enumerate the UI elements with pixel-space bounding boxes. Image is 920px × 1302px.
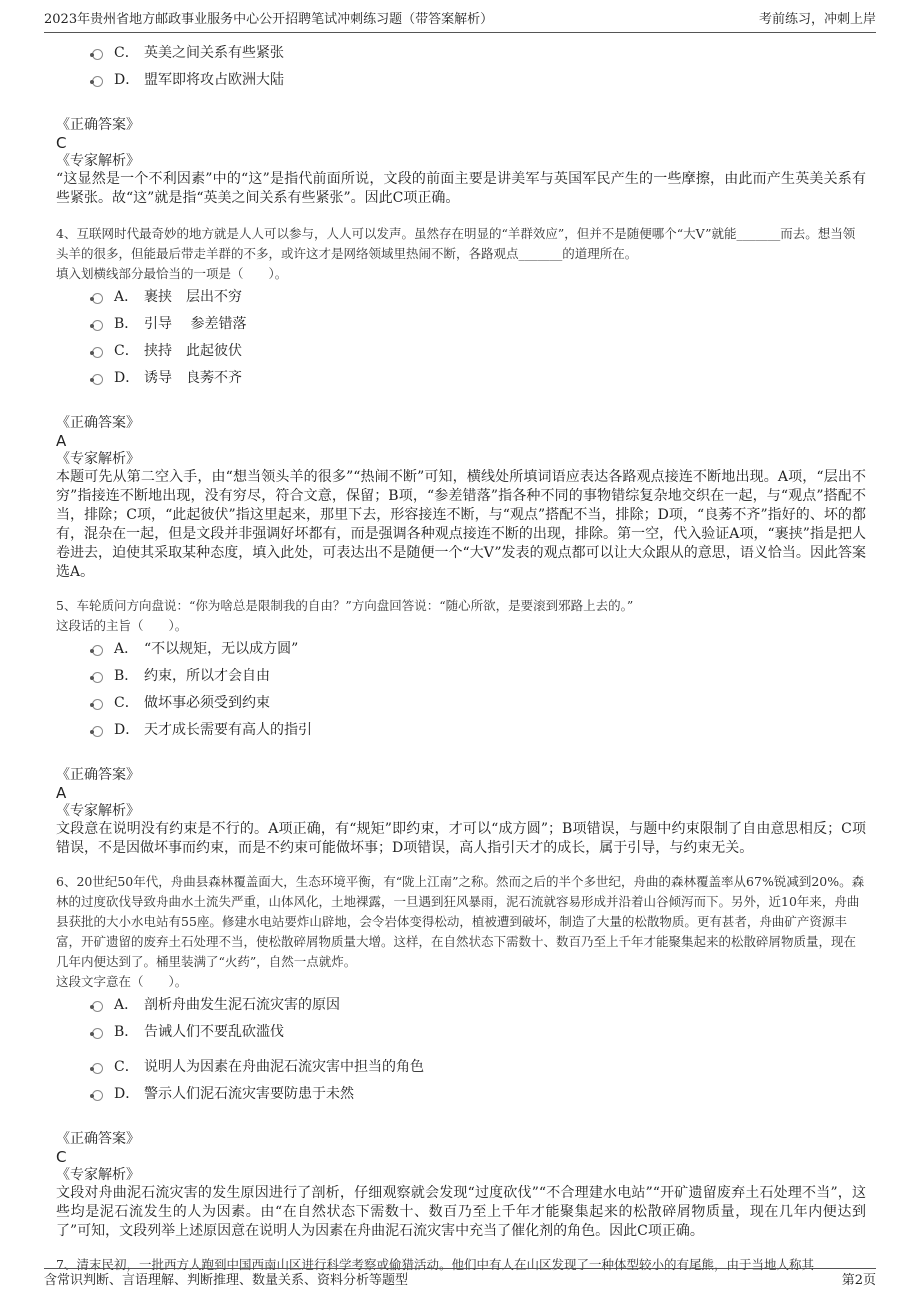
question-stem: 6、20世纪50年代，舟曲县森林覆盖面大，生态环境平衡，有“陇上江南”之称。然而之后的半个多世纪，舟曲的森林覆盖率从67%锐减到20%。森林的过度砍伐导致舟曲水土流失严重，山体风化，土地裸露，一旦遇到狂风暴雨，泥石流就容易形成并沿着山谷倾泻而下。另外，近10年来，舟曲县获批的大小水电站有55座。修建水电站要炸山辟地，会令岩体变得松动，植被遭到破坏，制造了大量的松散物质。更有甚者，舟曲矿产资源丰富，开矿遗留的废弃土石处理不当，使松散碎屑物质量大增。这样，在自然状态下需数十、数百乃至上千年才能聚集起来的松散碎屑物质量，现在几年内便达到了。桶里装满了“火药”，自然一点就炸。 (56, 874, 865, 969)
option-a[interactable]: A． “不以规矩，无以成方圆” (92, 636, 866, 663)
option-d[interactable]: D． 警示人们泥石流灾害要防患于未然 (92, 1081, 866, 1108)
option-c[interactable]: C． 挟持 此起彼伏 (92, 338, 866, 365)
option-d[interactable]: D． 盟军即将攻占欧洲大陆 (92, 67, 866, 94)
analysis-text: 本题可先从第二空入手，由“想当领头羊的很多”“热闹不断”可知，横线处所填词语应表达各路观点接连不断地出现。A项，“层出不穷”指接连不断地出现，没有穷尽，符合文意，保留；B项，“参差错落”指各种不同的事物错综复杂地交织在一起，与“观点”搭配不当，排除；C项，“此起彼伏”指这里起来，那里下去，形容接连不断，与“观点”搭配不当，排除；D项，“良莠不齐”指好的、坏的都有，混杂在一起，但是文段并非强调好坏都有，而是强调各种观点接连不断的出现，排除。第一空，代入验证A项，“裹挟”指是把人卷进去，迫使其采取某种态度，填入此处，可表达出不是随便一个“大V”发表的观点都可以让大众跟从的意思，语义恰当。因此答案选A。 (56, 469, 866, 580)
answer-label: 《正确答案》 (56, 117, 140, 133)
option-a[interactable]: A． 裹挟 层出不穷 (92, 284, 866, 311)
radio-icon[interactable] (92, 1090, 103, 1101)
analysis-text: “这显然是一个不利因素”中的“这”是指代前面所说，文段的前面主要是讲美军与英国军民产生的一些摩擦，由此而产生英美关系有些紧张。故“这”就是指“英美之间关系有些紧张”。因此C项正确。 (56, 171, 866, 206)
question-3 (56, 40, 866, 208)
question-6 (56, 872, 866, 1241)
option-a[interactable]: A． 剖析舟曲发生泥石流灾害的原因 (92, 992, 866, 1019)
option-d[interactable]: D． 诱导 良莠不齐 (92, 365, 866, 392)
question-prompt: 这段文字意在（ ）。 (56, 974, 188, 989)
radio-icon[interactable] (92, 76, 103, 87)
radio-icon[interactable] (92, 347, 103, 358)
header-slogan: 考前练习，冲刺上岸 (758, 12, 876, 27)
analysis-label: 《专家解析》 (56, 153, 140, 169)
answer-value: C (56, 1148, 67, 1166)
analysis-text: 文段对舟曲泥石流灾害的发生原因进行了剖析，仔细观察就会发现“过度砍伐”“不合理建水电站”“开矿遗留废弃土石处理不当”，这些均是泥石流发生的人为因素。由“在自然状态下需数十、数百乃至上千年才能聚集起来的松散碎屑物质量，现在几年内便达到了”可知，文段列举上述原因意在说明人为因素在舟曲泥石流灾害中充当了催化剂的角色。因此C项正确。 (56, 1185, 866, 1239)
option-b[interactable]: B． 约束，所以才会自由 (92, 663, 866, 690)
answer-value: A (56, 784, 67, 802)
page-footer (44, 1268, 876, 1293)
radio-icon[interactable] (92, 672, 103, 683)
analysis-label: 《专家解析》 (56, 803, 140, 819)
answer-value: A (56, 432, 67, 450)
radio-icon[interactable] (92, 320, 103, 331)
question-5 (56, 596, 866, 858)
analysis-label: 《专家解析》 (56, 451, 140, 467)
question-stem: 7、清末民初，一批西方人跑到中国西南山区进行科学考察或偷猎活动。他们中有人在山区发现了一种体型较小的有尾熊，由于当地人称其 (56, 1257, 814, 1272)
question-prompt: 这段话的主旨（ ）。 (56, 618, 188, 633)
option-d[interactable]: D． 天才成长需要有高人的指引 (92, 717, 866, 744)
option-c[interactable]: C． 说明人为因素在舟曲泥石流灾害中担当的角色 (92, 1054, 866, 1081)
footer-note: 含常识判断、言语理解、判断推理、数量关系、资料分析等题型 (44, 1273, 409, 1288)
page-number: 第2页 (841, 1273, 876, 1288)
answer-value: C (56, 134, 67, 152)
radio-icon[interactable] (92, 49, 103, 60)
answer-label: 《正确答案》 (56, 415, 140, 431)
answer-label: 《正确答案》 (56, 767, 140, 783)
radio-icon[interactable] (92, 374, 103, 385)
question-stem: 4、互联网时代最奇妙的地方就是人人可以参与，人人可以发声。虽然存在明显的“羊群效应”，但并不是随便哪个“大V”就能_______而去。想当领头羊的很多，但能最后带走羊群的不多，或许这才是网络领域里热闹不断，各路观点_______的道理所在。 (56, 226, 856, 261)
page-header (44, 10, 876, 33)
option-b[interactable]: B． 告诫人们不要乱砍滥伐 (92, 1019, 866, 1046)
page-content (56, 40, 866, 1275)
question-stem: 5、车轮质问方向盘说：“你为啥总是限制我的自由？”方向盘回答说：“随心所欲，是要滚到邪路上去的。” (56, 598, 634, 613)
radio-icon[interactable] (92, 645, 103, 656)
radio-icon[interactable] (92, 293, 103, 304)
radio-icon[interactable] (92, 699, 103, 710)
radio-icon[interactable] (92, 726, 103, 737)
option-c[interactable]: C． 做坏事必须受到约束 (92, 690, 866, 717)
option-c[interactable]: C． 英美之间关系有些紧张 (92, 40, 866, 67)
analysis-label: 《专家解析》 (56, 1167, 140, 1183)
answer-label: 《正确答案》 (56, 1131, 140, 1147)
radio-icon[interactable] (92, 1001, 103, 1012)
header-title: 2023年贵州省地方邮政事业服务中心公开招聘笔试冲刺练习题（带答案解析） (44, 12, 494, 27)
analysis-text: 文段意在说明没有约束是不行的。A项正确，有“规矩”即约束，才可以“成方圆”；B项错误，与题中约束限制了自由意思相反；C项错误，不是因做坏事而约束，而是不约束可能做坏事；D项错误，高人指引天才的成长，属于引导，与约束无关。 (56, 821, 866, 856)
radio-icon[interactable] (92, 1028, 103, 1039)
question-prompt: 填入划横线部分最恰当的一项是（ ）。 (56, 266, 288, 281)
radio-icon[interactable] (92, 1063, 103, 1074)
option-b[interactable]: B． 引导 参差错落 (92, 311, 866, 338)
question-4 (56, 224, 866, 582)
